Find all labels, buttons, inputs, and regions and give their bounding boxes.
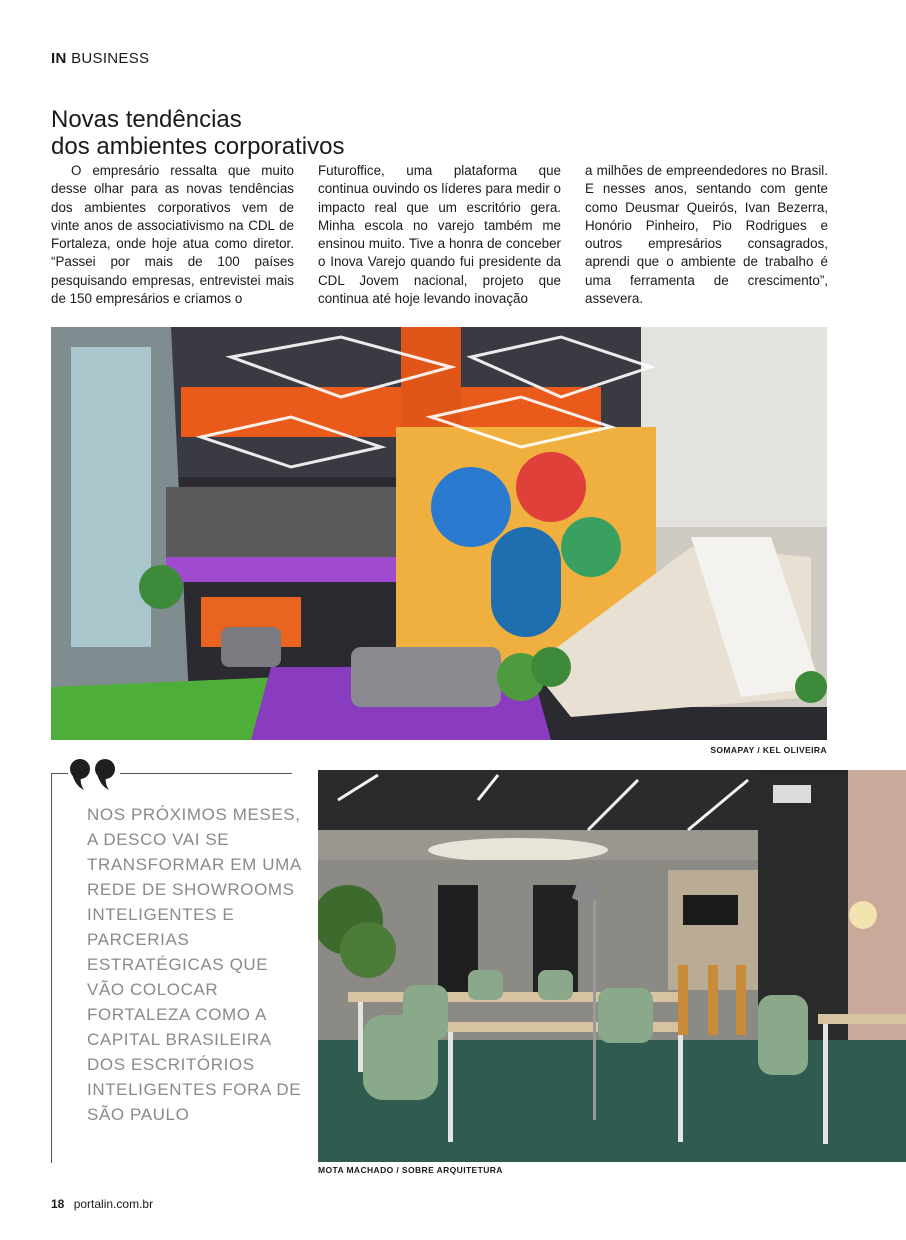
headline [51, 106, 551, 160]
section-name: BUSINESS [71, 50, 150, 67]
section-prefix: IN [51, 50, 67, 67]
article-column-1: O empresário ressalta que muito desse olhar para as novas tendências dos ambientes corporativos vem de vinte anos de associativismo na CDL de Fortaleza, onde hoje atua como diretor. “Passei por mais de 100 países pesquisando empresas, entrevistei mais de 150 empresários e criamos o [51, 163, 294, 307]
coworking-illustration [318, 770, 906, 1162]
article-column-2: Futuroffice, uma plataforma que continua ouvindo os líderes para medir o impacto real que um escritório gera. Minha escola no varejo também me ensinou muito. Tive a honra de conceber o Inova Varejo quando fui presidente da CDL Jovem nacional, projeto que continua até hoje levando inovação [318, 163, 561, 307]
headline-line-2: dos ambientes corporativos [51, 133, 345, 160]
page-footer [51, 1197, 153, 1211]
quote-marks-icon [68, 756, 120, 792]
coworking-photo [318, 770, 906, 1162]
office-lobby-photo [51, 327, 827, 740]
office-lobby-illustration [51, 327, 827, 740]
pull-quote-text: NOS PRÓXIMOS MESES, A DESCO VAI SE TRANSFORMAR EM UMA REDE DE SHOWROOMS INTELIGENTES E PARCERIAS ESTRATÉGICAS QUE VÃO COLOCAR FORTALEZA COMO A CAPITAL BRASILEIRA DOS ESCRITÓRIOS INTELIGENTES FORA DE SÃO PAULO [87, 805, 302, 1124]
page-number: 18 [51, 1197, 65, 1211]
section-tag [51, 50, 149, 67]
photo-credit-1: SOMAPAY / KEL OLIVEIRA [710, 745, 827, 755]
article-column-3: a milhões de empreendedores no Brasil. E nesses anos, sentando com gente como Deusmar Queirós, Ivan Bezerra, Honório Pinheiro, Pio Rodrigues e outros empresários consagrados, aprendi que o ambiente de trabalho é uma ferramenta de crescimento”, assevera. [585, 163, 828, 307]
quote-rule-left [51, 773, 52, 1163]
photo-credit-2: MOTA MACHADO / SOBRE ARQUITETURA [318, 1165, 503, 1175]
site-url: portalin.com.br [73, 1197, 154, 1211]
headline-line-1: Novas tendências [51, 106, 242, 133]
